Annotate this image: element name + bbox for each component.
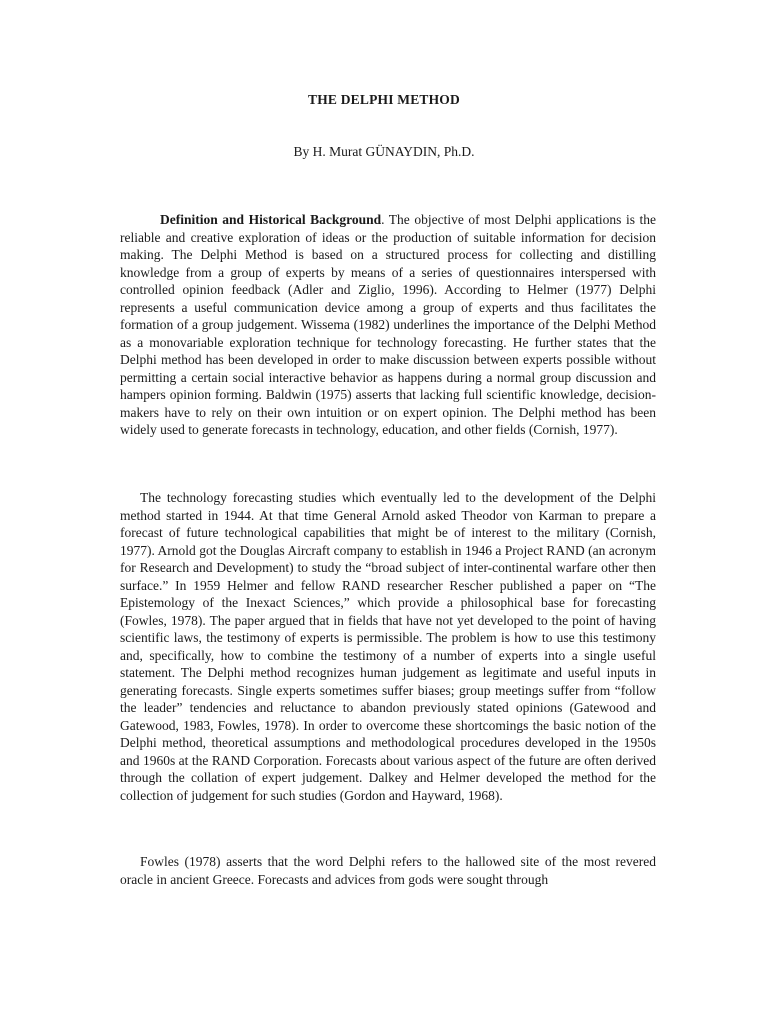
paragraph-text: . The objective of most Delphi applications is the reliable and creative exploration of ideas or the production of suitable information for decision making. The Delphi Method is based on a structured process for collecting and distilling knowledge from a group of experts by means of a series of questionnaires interspersed with controlled opinion feedback (Adler and Ziglio, 1996). According to Helmer (1977) Delphi represents a useful communication device among a group of experts and thus facilitates the formation of a group judgement. Wissema (1982) underlines the importance of the Delphi Method as a monovariable exploration technique for technology forecasting. He further states that the Delphi method has been developed in order to make discussion between experts possible without permitting a certain social interactive behavior as happens during a normal group discussion and hampers opinion forming. Baldwin (1975) asserts that lacking full scientific knowledge, decision-makers have to rely on their own intuition or on expert opinion. The Delphi method has been widely used to generate forecasts in technology, education, and other fields (Cornish, 1977). [120,212,656,437]
paragraph-definition [120,211,656,439]
author-byline: By H. Murat GÜNAYDIN, Ph.D. [293,144,475,159]
section-heading-inline: Definition and Historical Background [160,212,382,227]
paragraph-technology-forecasting: The technology forecasting studies which eventually led to the development of the Delphi method started in 1944. At that time General Arnold asked Theodor von Karman to prepare a forecast of future technological capabilities that might be of interest to the military (Cornish, 1977). Arnold got the Douglas Aircraft company to establish in 1946 a Project RAND (an acronym for Research and Development) to study the “broad subject of inter-continental warfare other then surface.” In 1959 Helmer and fellow RAND researcher Rescher published a paper on “The Epistemology of the Inexact Sciences,” which provide a philosophical base for forecasting (Fowles, 1978). The paper argued that in fields that have not yet developed to the point of having scientific laws, the testimony of experts is permissible. The problem is how to use this testimony and, specifically, how to combine the testimony of a number of experts into a single useful statement. The Delphi method recognizes human judgement as legitimate and useful inputs in generating forecasts. Single experts sometimes suffer biases; group meetings suffer from “follow the leader” tendencies and reluctance to abandon previously stated opinions (Gatewood and Gatewood, 1983, Fowles, 1978). In order to overcome these shortcomings the basic notion of the Delphi method, theoretical assumptions and methodological procedures developed in the 1950s and 1960s at the RAND Corporation. Forecasts about various aspect of the future are often derived through the collation of expert judgement. Dalkey and Helmer developed the method for the collection of judgement for such studies (Gordon and Hayward, 1968). [120,490,656,803]
document-title: THE DELPHI METHOD [308,92,460,107]
paragraph-delphi-origin: Fowles (1978) asserts that the word Delphi refers to the hallowed site of the most revered oracle in ancient Greece. Forecasts and advices from gods were sought through [120,854,656,887]
